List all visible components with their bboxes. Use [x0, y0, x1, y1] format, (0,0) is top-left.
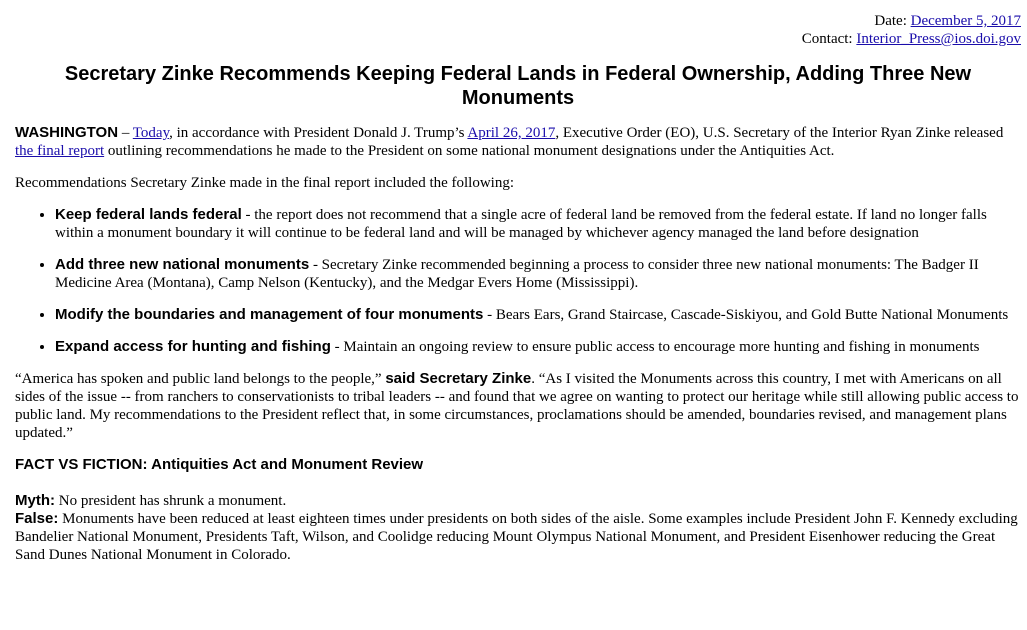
recommendation-body: - Bears Ears, Grand Staircase, Cascade-Siskiyou, and Gold Butte National Monuments — [483, 307, 1009, 323]
recommendations-list — [15, 206, 1021, 356]
recommendation-heading: Expand access for hunting and fishing — [55, 338, 331, 355]
dateline: WASHINGTON — [15, 124, 119, 141]
list-item — [55, 338, 1021, 356]
release-meta — [15, 12, 1021, 48]
recommendations-lead: Recommendations Secretary Zinke made in the final report included the following: — [15, 175, 515, 191]
quote-paragraph — [15, 370, 1021, 442]
recommendation-body: - the report does not recommend that a single acre of federal land be removed from the federal estate. If land no longer falls within a monument boundary it will continue to be federal land and will be managed by whichever agency managed the land before designation — [55, 207, 987, 241]
quote-part-1: “America has spoken and public land belongs to the people,” — [15, 371, 386, 387]
final-report-link[interactable]: the final report — [15, 143, 105, 159]
myth-label: Myth: — [15, 492, 55, 509]
false-label: False: — [15, 510, 59, 527]
list-item — [55, 306, 1021, 324]
intro-paragraph — [15, 124, 1021, 160]
recommendation-heading: Add three new national monuments — [55, 256, 310, 273]
intro-text-3: outlining recommendations he made to the President on some national monument designations under the Antiquities Act. — [104, 143, 835, 159]
contact-email-link[interactable]: Interior_Press@ios.doi.gov — [856, 31, 1021, 47]
myth-line — [15, 492, 1021, 510]
myth-text: No president has shrunk a monument. — [55, 493, 287, 509]
intro-text-1: , in accordance with President Donald J. Trump’s — [169, 125, 468, 141]
executive-order-date-link[interactable]: April 26, 2017 — [467, 125, 556, 141]
list-item — [55, 206, 1021, 242]
list-item — [55, 256, 1021, 292]
quote-part-2: . “As I visited the Monuments across this country, I met with Americans on all sides of the issue -- from ranchers to conservationists to tribal leaders -- and found that we agree on wanting to protect our heritage while still allowing public access to public land. My recommendations to the President reflect that, in some circumstances, proclamations should be amended, boundaries revised, and management plans updated.” — [15, 371, 1019, 441]
false-line — [15, 510, 1021, 564]
intro-text-2: , Executive Order (EO), U.S. Secretary of the Interior Ryan Zinke released — [555, 125, 1004, 141]
date-line — [15, 12, 1021, 30]
recommendation-heading: Keep federal lands federal — [55, 206, 242, 223]
contact-line — [15, 30, 1021, 48]
recommendation-body: - Secretary Zinke recommended beginning a process to consider three new national monuments: The Badger II Medicine Area (Montana), Camp Nelson (Kentucky), and the Medgar Evers Home (Mississippi). — [55, 257, 979, 291]
myth-block — [15, 492, 1021, 564]
recommendation-body: - Maintain an ongoing review to ensure public access to encourage more hunting and fishing in monuments — [330, 339, 980, 355]
page-title: Secretary Zinke Recommends Keeping Federal Lands in Federal Ownership, Adding Three New Monuments — [64, 63, 972, 109]
contact-label: Contact: — [801, 31, 853, 47]
false-text: Monuments have been reduced at least eighteen times under presidents on both sides of the aisle. Some examples include President John F. Kennedy excluding Bandelier National Monument, Presidents Taft, Wilson, and Coolidge reducing Mount Olympus National Monument, and President Eisenhower reducing the Great Sand Dunes National Monument in Colorado. — [15, 511, 1018, 563]
dateline-dash: – — [118, 125, 133, 141]
quote-speaker: said Secretary Zinke — [385, 370, 532, 387]
date-link[interactable]: December 5, 2017 — [910, 13, 1021, 29]
date-label: Date: — [874, 13, 907, 29]
today-link[interactable]: Today — [132, 125, 170, 141]
recommendation-heading: Modify the boundaries and management of four monuments — [55, 306, 484, 323]
press-release — [15, 12, 1021, 564]
fact-vs-fiction-heading: FACT VS FICTION: Antiquities Act and Monument Review — [15, 456, 424, 473]
